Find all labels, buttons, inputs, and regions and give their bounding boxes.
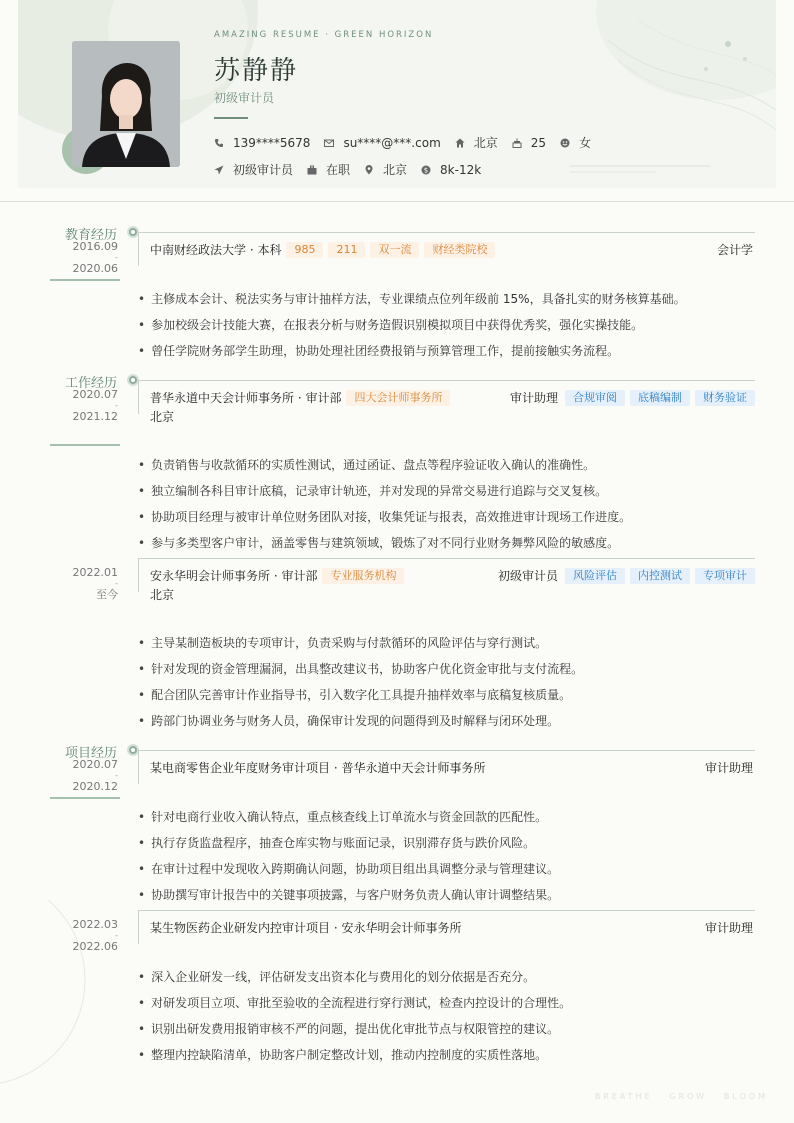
home-icon bbox=[455, 138, 465, 148]
city-text: 北京 bbox=[473, 136, 498, 150]
education-date bbox=[48, 241, 118, 274]
work-bullets bbox=[138, 452, 768, 556]
role-tag: 内控测试 bbox=[630, 568, 690, 584]
section-title-work: 工作经历 bbox=[64, 376, 117, 391]
entry-rule bbox=[138, 558, 755, 559]
list-item: • 主导某制造板块的专项审计，负责采购与付款循环的风险评估与穿行测试。 bbox=[138, 630, 768, 656]
job-location: 北京 bbox=[150, 410, 175, 424]
list-item: • 参与多类型客户审计，涵盖零售与建筑领域，锻炼了对不同行业财务舞弊风险的敏感度。 bbox=[138, 530, 768, 556]
contact-row bbox=[214, 134, 605, 151]
list-item: • 主修成本会计、税法实务与审计抽样方法，专业课绩点位列年级前 15%，具备扎实的财务核算基础。 bbox=[138, 286, 768, 312]
age-info bbox=[512, 136, 546, 150]
date-end: 2020.12 bbox=[72, 780, 118, 793]
date-separator: - bbox=[115, 579, 118, 588]
send-icon bbox=[214, 165, 224, 175]
list-item: • 执行存货监盘程序，抽查仓库实物与账面记录，识别滞存货与跌价风险。 bbox=[138, 830, 768, 856]
job-intent-row bbox=[214, 161, 495, 178]
entry-rule bbox=[138, 750, 755, 751]
candidate-title: 初级审计员 bbox=[214, 91, 275, 105]
salary-text: 8k-12k bbox=[440, 162, 482, 177]
list-item: • 识别出研发费用报销审核不严的问题，提出优化审批节点与权限管控的建议。 bbox=[138, 1016, 768, 1042]
money-icon bbox=[421, 165, 431, 175]
major: 会计学 bbox=[716, 243, 753, 257]
name-underline bbox=[214, 117, 248, 119]
date-end: 2022.06 bbox=[72, 940, 118, 953]
phone-info bbox=[214, 136, 310, 150]
entry-rule-left bbox=[138, 558, 139, 592]
section-underline bbox=[50, 797, 120, 799]
entry-rule bbox=[138, 910, 755, 911]
list-item: • 对研发项目立项、审批至验收的全流程进行穿行测试，检查内控设计的合理性。 bbox=[138, 990, 768, 1016]
project-entry-header bbox=[150, 919, 755, 936]
work-entry-header bbox=[150, 389, 755, 406]
date-start: 2020.07 bbox=[72, 758, 118, 771]
intent-position-text: 初级审计员 bbox=[233, 163, 294, 177]
company-tag: 专业服务机构 bbox=[322, 568, 404, 584]
city-info bbox=[455, 134, 498, 151]
resume-tagline: AMAZING RESUME · GREEN HORIZON bbox=[214, 30, 434, 40]
company-name: 普华永道中天会计师事务所 · 审计部 bbox=[150, 391, 342, 405]
list-item: • 针对发现的资金管理漏洞，出具整改建议书，协助客户优化资金审批与支付流程。 bbox=[138, 656, 768, 682]
school-tag: 财经类院校 bbox=[424, 242, 495, 258]
intent-position-info bbox=[214, 161, 293, 178]
work-entry-header bbox=[150, 567, 755, 584]
entry-rule-left bbox=[138, 380, 139, 414]
list-item: • 深入企业研发一线，评估研发支出资本化与费用化的划分依据是否充分。 bbox=[138, 964, 768, 990]
work-date bbox=[48, 567, 118, 600]
work-bullets bbox=[138, 630, 768, 734]
role-tag: 专项审计 bbox=[695, 568, 755, 584]
gender-icon bbox=[560, 138, 570, 148]
project-title: 某电商零售企业年度财务审计项目 · 普华永道中天会计师事务所 bbox=[150, 761, 486, 775]
work-date bbox=[48, 389, 118, 422]
age-text: 25 bbox=[530, 135, 547, 150]
date-end: 2021.12 bbox=[72, 410, 118, 423]
school-tag: 985 bbox=[286, 242, 323, 258]
header-divider bbox=[0, 201, 794, 202]
date-separator: - bbox=[115, 401, 118, 410]
education-bullets bbox=[138, 286, 768, 364]
status-text: 在职 bbox=[326, 163, 351, 177]
phone-icon bbox=[214, 138, 224, 148]
entry-rule bbox=[138, 232, 755, 233]
school-tag: 双一流 bbox=[370, 242, 419, 258]
education-entry-header bbox=[150, 241, 755, 258]
list-item: • 整理内控缺陷清单，协助客户制定整改计划，推动内控制度的实质性落地。 bbox=[138, 1042, 768, 1068]
date-end: 2020.06 bbox=[72, 262, 118, 275]
project-entry-header bbox=[150, 759, 755, 776]
footer-watermark: BREATHE · GROW · BLOOM bbox=[594, 1092, 768, 1101]
gender-info bbox=[560, 134, 591, 151]
svg-text:$: $ bbox=[423, 166, 429, 175]
project-role: 审计助理 bbox=[704, 921, 753, 935]
role-tag: 风险评估 bbox=[565, 568, 625, 584]
role-tag: 合规审阅 bbox=[565, 390, 625, 406]
project-role: 审计助理 bbox=[704, 761, 753, 775]
phone-text: 139****5678 bbox=[233, 135, 311, 150]
date-separator: - bbox=[115, 253, 118, 262]
briefcase-icon bbox=[307, 165, 317, 175]
list-item: • 独立编制各科目审计底稿，记录审计轨迹，并对发现的异常交易进行追踪与交叉复核。 bbox=[138, 478, 768, 504]
section-underline bbox=[50, 279, 120, 281]
project-date bbox=[48, 759, 118, 792]
project-date bbox=[48, 919, 118, 952]
list-item: • 针对电商行业收入确认特点，重点核查线上订单流水与资金回款的匹配性。 bbox=[138, 804, 768, 830]
company-tag: 四大会计师事务所 bbox=[346, 390, 450, 406]
section-underline bbox=[50, 444, 120, 446]
entry-rule-left bbox=[138, 232, 139, 266]
entry-rule-left bbox=[138, 910, 139, 944]
intent-city-text: 北京 bbox=[383, 163, 408, 177]
email-info bbox=[324, 136, 440, 150]
date-end: 至今 bbox=[96, 588, 118, 601]
job-role: 审计助理 bbox=[509, 391, 558, 405]
intent-city-info bbox=[364, 161, 407, 178]
project-bullets bbox=[138, 964, 768, 1068]
date-start: 2022.01 bbox=[72, 566, 118, 579]
list-item: • 在审计过程中发现收入跨期确认问题，协助项目组出具调整分录与管理建议。 bbox=[138, 856, 768, 882]
profile-photo bbox=[72, 41, 180, 167]
entry-rule-left bbox=[138, 750, 139, 784]
role-tag: 财务验证 bbox=[695, 390, 755, 406]
email-text: su****@***.com bbox=[343, 135, 441, 150]
list-item: • 协助撰写审计报告中的关键事项披露，与客户财务负责人确认审计调整结果。 bbox=[138, 882, 768, 908]
company-name: 安永华明会计师事务所 · 审计部 bbox=[150, 569, 318, 583]
job-role: 初级审计员 bbox=[497, 569, 558, 583]
entry-rule bbox=[138, 380, 755, 381]
list-item: • 配合团队完善审计作业指导书，引入数字化工具提升抽样效率与底稿复核质量。 bbox=[138, 682, 768, 708]
section-title-education: 教育经历 bbox=[64, 228, 117, 243]
date-separator: - bbox=[115, 931, 118, 940]
list-item: • 曾任学院财务部学生助理，协助处理社团经费报销与预算管理工作，提前接触实务流程。 bbox=[138, 338, 768, 364]
list-item: • 跨部门协调业务与财务人员，确保审计发现的问题得到及时解释与闭环处理。 bbox=[138, 708, 768, 734]
project-bullets bbox=[138, 804, 768, 908]
project-title: 某生物医药企业研发内控审计项目 · 安永华明会计师事务所 bbox=[150, 921, 462, 935]
date-start: 2020.07 bbox=[72, 388, 118, 401]
list-item: • 参加校级会计技能大赛，在报表分析与财务造假识别模拟项目中获得优秀奖，强化实操技能。 bbox=[138, 312, 768, 338]
mail-icon bbox=[324, 138, 334, 148]
list-item: • 负责销售与收款循环的实质性测试，通过函证、盘点等程序验证收入确认的准确性。 bbox=[138, 452, 768, 478]
location-icon bbox=[364, 165, 374, 175]
salary-info bbox=[421, 163, 481, 177]
school-name: 中南财经政法大学 · 本科 bbox=[150, 243, 282, 257]
job-location: 北京 bbox=[150, 588, 175, 602]
role-tag: 底稿编制 bbox=[630, 390, 690, 406]
school-tag: 211 bbox=[328, 242, 365, 258]
date-separator: - bbox=[115, 771, 118, 780]
gender-text: 女 bbox=[579, 136, 592, 150]
section-title-projects: 项目经历 bbox=[64, 746, 117, 761]
candidate-name: 苏静静 bbox=[214, 56, 299, 86]
cake-icon bbox=[512, 138, 522, 148]
date-start: 2022.03 bbox=[72, 918, 118, 931]
date-start: 2016.09 bbox=[72, 240, 118, 253]
list-item: • 协助项目经理与被审计单位财务团队对接，收集凭证与报表，高效推进审计现场工作进度。 bbox=[138, 504, 768, 530]
status-info bbox=[307, 161, 350, 178]
